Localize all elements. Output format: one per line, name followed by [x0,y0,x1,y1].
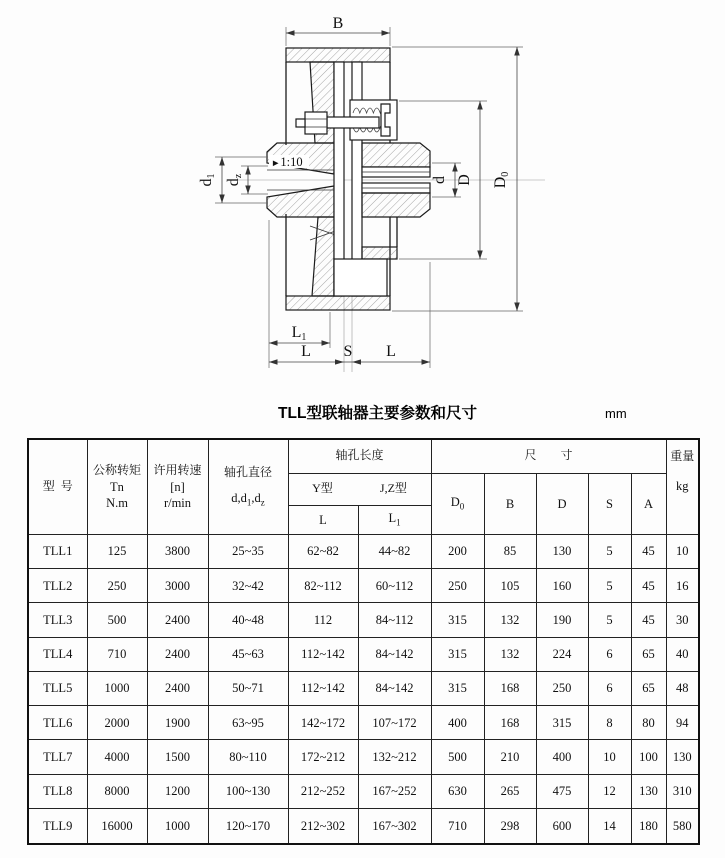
cell-a: 45 [631,535,666,569]
cell-tn: 500 [87,603,147,637]
cell-d0: 630 [431,774,484,808]
header-bore-diameter [208,439,288,535]
cell-a: 130 [631,774,666,808]
table-row [28,740,699,774]
cell-d0: 315 [431,671,484,705]
cell-n: 3800 [147,535,208,569]
dim-L-left-label: L [301,343,311,360]
header-weight-unit: kg [676,478,689,493]
cell-s: 5 [588,535,631,569]
cell-kg: 16 [666,569,699,603]
table-row [28,774,699,808]
cell-kg: 10 [666,535,699,569]
header-speed [147,439,208,535]
cell-d0: 400 [431,706,484,740]
cell-n: 2400 [147,671,208,705]
cell-tn: 8000 [87,774,147,808]
header-torque-label: 公称转矩 [92,462,141,477]
cell-n: 1200 [147,774,208,808]
cell-bore: 32~42 [208,569,288,603]
cell-tn: 1000 [87,671,147,705]
header-weight-cell [667,440,699,534]
cell-l: 142~172 [288,706,358,740]
cell-s: 12 [588,774,631,808]
cell-n: 2400 [147,637,208,671]
header-model-label: 型 号 [42,479,73,494]
gear-hub-section [334,143,430,296]
dim-L1-label: L1 [291,324,307,343]
dim-L-right-label: L [386,343,396,360]
header-col-d0: $D_0$ [431,473,484,535]
cell-model: TLL6 [28,706,87,740]
table-row [28,637,699,671]
header-col-l1: $L_1$ [358,506,431,535]
cell-l: 212~252 [288,774,358,808]
header-col-l: L [288,506,358,535]
cell-d: 600 [536,808,588,843]
parameters-table [27,438,700,845]
cell-bore: 25~35 [208,535,288,569]
cell-kg: 310 [666,774,699,808]
header-col-s: S [588,473,631,535]
header-bore-symbols: $d,d_1,d_z$ [231,490,265,508]
title-row [0,402,725,426]
cell-a: 80 [631,706,666,740]
header-col-a: A [631,473,666,535]
cell-tn: 4000 [87,740,147,774]
cell-b: 210 [484,740,536,774]
cell-bore: 120~170 [208,808,288,843]
cell-a: 45 [631,603,666,637]
cell-d0: 315 [431,603,484,637]
cell-n: 2400 [147,603,208,637]
cell-tn: 2000 [87,706,147,740]
cell-a: 100 [631,740,666,774]
dim-B-label: B [332,15,344,32]
cell-d0: 315 [431,637,484,671]
cell-l1: 60~112 [358,569,431,603]
header-torque-symbol: Tn [110,479,124,494]
header-weight-label: 重量 [670,449,695,463]
bolt-spring-assembly [296,100,397,140]
cell-d0: 710 [431,808,484,843]
header-speed-unit: r/min [163,495,192,510]
header-bore-label: 轴孔直径 [223,465,272,480]
cell-d: 250 [536,671,588,705]
cell-d0: 500 [431,740,484,774]
header-hole-types [288,473,431,506]
cell-a: 65 [631,671,666,705]
cell-kg: 40 [666,637,699,671]
cell-model: TLL1 [28,535,87,569]
cell-s: 5 [588,569,631,603]
cell-l1: 44~82 [358,535,431,569]
cell-a: 65 [631,637,666,671]
header-speed-label: 许用转速 [153,462,202,477]
cell-l1: 167~302 [358,808,431,843]
cell-kg: 94 [666,706,699,740]
cell-bore: 63~95 [208,706,288,740]
table-row [28,569,699,603]
coupling-section-drawing [0,0,725,400]
cell-n: 1900 [147,706,208,740]
cell-d0: 250 [431,569,484,603]
cell-l: 112 [288,603,358,637]
cell-l: 82~112 [288,569,358,603]
taper-label: ►1:10 [271,155,303,169]
cell-bore: 40~48 [208,603,288,637]
cell-tn: 250 [87,569,147,603]
dim-d1-label: d1 [198,173,217,187]
cell-s: 14 [588,808,631,843]
cell-n: 1500 [147,740,208,774]
cell-n: 1000 [147,808,208,843]
cell-tn: 125 [87,535,147,569]
cell-bore: 45~63 [208,637,288,671]
cell-l: 62~82 [288,535,358,569]
cell-d: 160 [536,569,588,603]
cell-b: 132 [484,603,536,637]
cell-kg: 130 [666,740,699,774]
table-row [28,671,699,705]
cell-l1: 84~142 [358,671,431,705]
table-row [28,808,699,843]
cell-a: 45 [631,569,666,603]
header-model [28,439,87,535]
cell-s: 5 [588,603,631,637]
cell-s: 10 [588,740,631,774]
cell-b: 85 [484,535,536,569]
header-dimensions-label: 尺 寸 [524,448,573,463]
cell-bore: 50~71 [208,671,288,705]
cell-a: 180 [631,808,666,843]
cell-b: 265 [484,774,536,808]
cell-bore: 100~130 [208,774,288,808]
cell-kg: 48 [666,671,699,705]
header-speed-symbol: [n] [170,479,185,494]
cell-model: TLL3 [28,603,87,637]
cell-d: 224 [536,637,588,671]
cell-kg: 30 [666,603,699,637]
cell-l: 112~142 [288,671,358,705]
taper-callout [269,155,309,169]
cell-b: 132 [484,637,536,671]
header-dimensions [431,439,666,473]
header-y-type: Y型 [312,481,333,496]
cell-l1: 84~112 [358,603,431,637]
cell-model: TLL8 [28,774,87,808]
cell-tn: 710 [87,637,147,671]
dim-S-label: S [343,343,353,360]
header-col-b: B [484,473,536,535]
unit-label: mm [605,406,627,421]
cell-tn: 16000 [87,808,147,843]
cell-l1: 107~172 [358,706,431,740]
cell-kg: 580 [666,808,699,843]
cell-d0: 200 [431,535,484,569]
cell-l1: 132~212 [358,740,431,774]
cell-d: 190 [536,603,588,637]
table-row [28,603,699,637]
cell-model: TLL2 [28,569,87,603]
cell-l1: 167~252 [358,774,431,808]
cell-model: TLL7 [28,740,87,774]
dim-D-label: D [456,174,473,186]
cell-d: 130 [536,535,588,569]
cell-d: 400 [536,740,588,774]
header-torque-unit: N.m [106,495,128,510]
dim-D0-label: D0 [492,171,511,189]
cell-l: 212~302 [288,808,358,843]
table-row [28,535,699,569]
cell-model: TLL9 [28,808,87,843]
cell-b: 168 [484,671,536,705]
cell-d: 315 [536,706,588,740]
header-hole-length [288,439,431,473]
cell-d: 475 [536,774,588,808]
dim-dz-label: dz [225,173,244,187]
cell-s: 6 [588,637,631,671]
cell-l1: 84~142 [358,637,431,671]
header-torque [87,439,147,535]
cell-model: TLL4 [28,637,87,671]
cell-b: 168 [484,706,536,740]
page-title: TLL型联轴器主要参数和尺寸 [278,405,477,422]
cell-bore: 80~110 [208,740,288,774]
cell-b: 298 [484,808,536,843]
cell-model: TLL5 [28,671,87,705]
header-hole-length-label: 轴孔长度 [335,448,384,463]
cell-s: 6 [588,671,631,705]
header-col-d: D [536,473,588,535]
dim-B [286,15,390,46]
cell-b: 105 [484,569,536,603]
cell-n: 3000 [147,569,208,603]
cell-l: 112~142 [288,637,358,671]
cell-s: 8 [588,706,631,740]
table-row [28,706,699,740]
header-jz-type: J,Z型 [379,481,407,496]
header-weight [666,439,699,535]
dim-d-label: d [431,176,448,184]
cell-l: 172~212 [288,740,358,774]
